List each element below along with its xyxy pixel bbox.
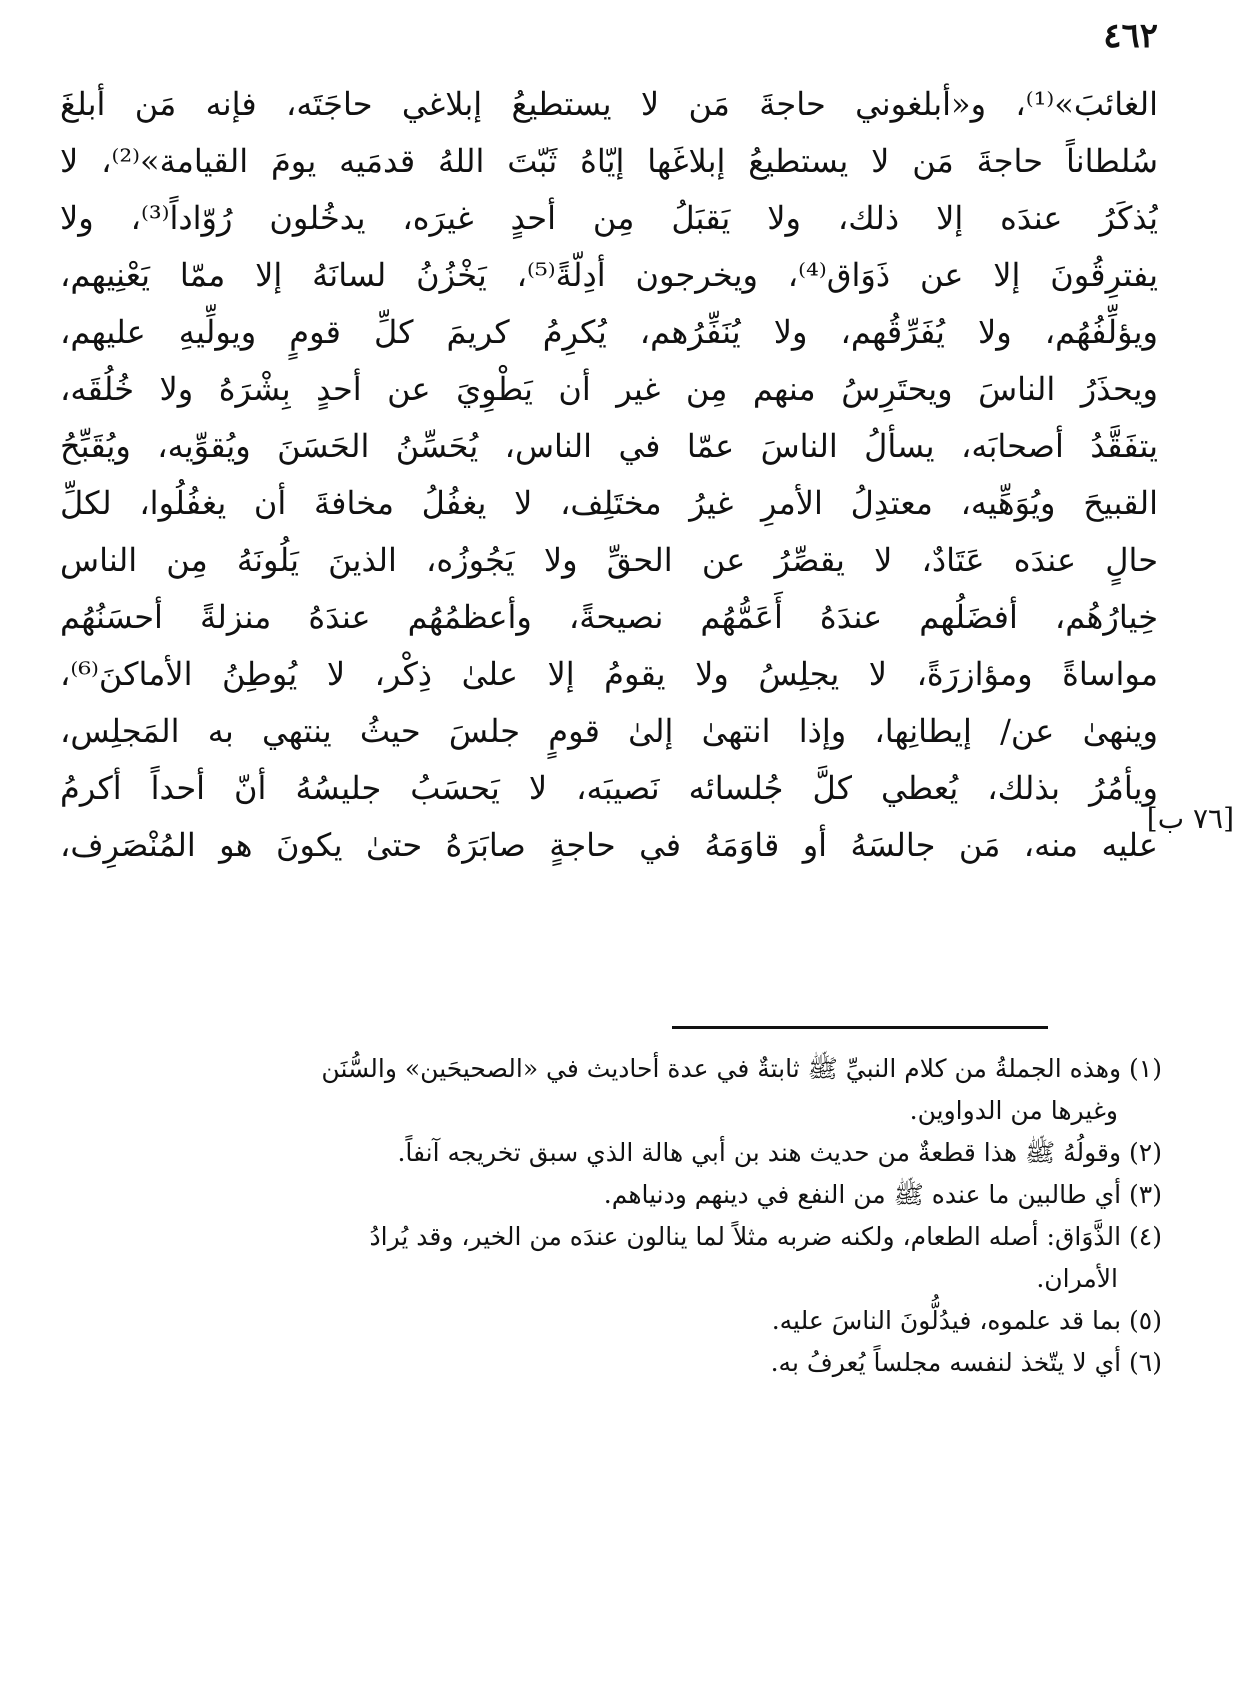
footnote xyxy=(60,1300,1162,1342)
text-line: وينهىٰ عن/ إيطانِها، وإذا انتهىٰ إلىٰ قومٍ جلسَ حيثُ ينتهي به المَجلِس، xyxy=(60,712,1158,750)
footnote-continuation: الأمران. xyxy=(1036,1264,1118,1293)
footnote xyxy=(60,1174,1162,1216)
text-line: يتفَقَّدُ أصحابَه، يسألُ الناسَ عمّا في الناس، يُحَسِّنُ الحَسَنَ ويُقوِّيه، ويُقَبِّحُ xyxy=(60,427,1158,465)
footnote-text: (٢) وقولُهُ ﷺ هذا قطعةٌ من حديث هند بن أبي هالة الذي سبق تخريجه آنفاً. xyxy=(397,1138,1162,1167)
footnote-text: (٤) الذَّوَاق: أصله الطعام، ولكنه ضربه مثلاً لما ينالون عندَه من الخير، وقد يُرادُ xyxy=(369,1222,1162,1251)
text-line: يفترِقُونَ إلا عن ذَوَاق⁽⁴⁾، ويخرجون أدِلّةً⁽⁵⁾، يَخْزُنُ لسانَهُ إلا ممّا يَعْنِيهم، xyxy=(60,256,1158,294)
text-line: ويأمُرُ بذلك، يُعطي كلَّ جُلسائه نَصيبَه، لا يَحسَبُ جليسُهُ أنّ أحداً أكرمُ xyxy=(60,769,1158,807)
footnote xyxy=(60,1132,1162,1174)
footnote-continuation: وغيرها من الدواوين. xyxy=(909,1096,1118,1125)
text-line: خِيارُهُم، أفضَلُهم عندَهُ أَعَمُّهُم نصيحةً، وأعظمُهُم عندَهُ منزلةً أحسَنُهُم xyxy=(60,598,1158,636)
text-line: الغائبَ»⁽¹⁾، و«أبلغوني حاجةَ مَن لا يستطيعُ إبلاغي حاجَتَه، فإنه مَن أبلغَ xyxy=(60,85,1158,123)
main-text xyxy=(60,76,1158,874)
text-line: يُذكَرُ عندَه إلا ذلك، ولا يَقبَلُ مِن أحدٍ غيرَه، يدخُلون رُوّاداً⁽³⁾، ولا xyxy=(60,199,1158,237)
text-line: حالٍ عندَه عَتَادٌ، لا يقصِّرُ عن الحقِّ ولا يَجُوزُه، الذينَ يَلُونَهُ مِن الناس xyxy=(60,541,1158,579)
text-line: عليه منه، مَن جالسَهُ أو قاوَمَهُ في حاجةٍ صابَرَهُ حتىٰ يكونَ هو المُنْصَرِف، xyxy=(60,826,1158,864)
text-line: ويؤلِّفُهُم، ولا يُفَرِّقُهم، ولا يُنَفِّرُهم، يُكرِمُ كريمَ كلِّ قومٍ ويولِّيهِ عليهم، xyxy=(60,313,1158,351)
footnote-text: (٦) أي لا يتّخذ لنفسه مجلساً يُعرفُ به. xyxy=(770,1348,1162,1377)
text-line: ويحذَرُ الناسَ ويحتَرِسُ منهم مِن غير أن يَطْوِيَ عن أحدٍ بِشْرَهُ ولا خُلُقَه، xyxy=(60,370,1158,408)
footnote-text: (٣) أي طالبين ما عنده ﷺ من النفع في دينهم ودنياهم. xyxy=(603,1180,1162,1209)
footnote xyxy=(60,1342,1162,1384)
footnote xyxy=(60,1216,1162,1300)
footnotes xyxy=(60,1048,1162,1384)
page-number: ٤٦٢ xyxy=(1103,16,1158,56)
manuscript-folio-reference: [٧٦ ب] xyxy=(1146,802,1234,835)
text-line: سُلطاناً حاجةَ مَن لا يستطيعُ إبلاغَها إيّاهُ ثَبّتَ اللهُ قدمَيه يومَ القيامة»⁽²⁾، لا xyxy=(60,142,1158,180)
text-line: القبيحَ ويُوَهِّيه، معتدِلُ الأمرِ غيرُ مختَلِف، لا يغفُلُ مخافةَ أن يغفُلُوا، لكلِّ xyxy=(60,484,1158,522)
footnote-separator xyxy=(672,1026,1048,1029)
text-line: مواساةً ومؤازرَةً، لا يجلِسُ ولا يقومُ إلا علىٰ ذِكْر، لا يُوطِنُ الأماكنَ⁽⁶⁾، xyxy=(60,655,1158,693)
footnote-text: (١) وهذه الجملةُ من كلام النبيِّ ﷺ ثابتةٌ في عدة أحاديث في «الصحيحَين» والسُّنَن xyxy=(321,1054,1162,1083)
footnote xyxy=(60,1048,1162,1132)
footnote-text: (٥) بما قد علموه، فيدُلُّونَ الناسَ عليه. xyxy=(771,1306,1162,1335)
